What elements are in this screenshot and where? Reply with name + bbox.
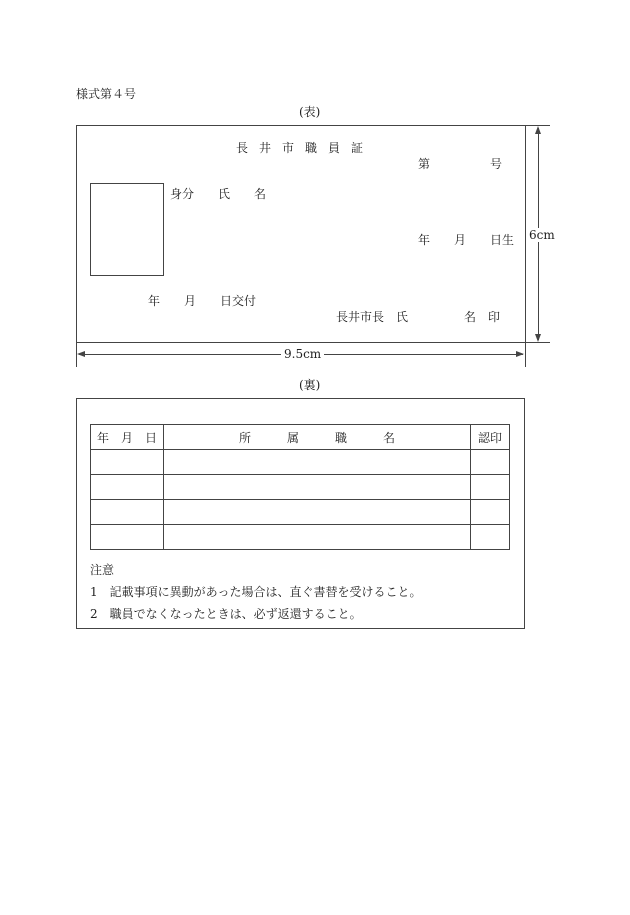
table-cell [164,500,471,525]
table-row [91,525,510,550]
table-row [91,450,510,475]
table-row [91,500,510,525]
header-affiliation: 所 属 職 名 [164,425,471,450]
issue-label: 年 月 日交付 [148,294,257,308]
dim-height-arrow-top [535,126,541,134]
front-caption: (表) [299,105,321,119]
notes-title: 注意 [90,563,115,577]
form-number: 様式第４号 [76,87,137,101]
header-seal: 認印 [471,425,510,450]
table-cell [471,525,510,550]
seal-label: 名 印 [464,310,501,324]
table-cell [471,450,510,475]
mayor-label: 長井市長 氏 [336,310,409,324]
dim-height-ext-bottom [526,342,550,343]
table-cell [471,500,510,525]
dim-width-arrow-right [516,351,524,357]
table-cell [164,450,471,475]
card-title: 長井市職員証 [236,141,375,155]
person-label: 身分 氏 名 [170,187,267,201]
table-cell [471,475,510,500]
dim-width-ext-right [525,343,526,367]
dim-height-arrow-bottom [535,334,541,342]
table-cell [91,450,164,475]
table-cell [91,475,164,500]
dim-width-arrow-left [77,351,85,357]
record-table [90,424,510,550]
dim-height-label: 6cm [526,228,558,242]
note-item: 1 記載事項に異動があった場合は、直ぐ書替を受けること。 [90,585,422,599]
note-item: 2 職員でなくなったときは、必ず返還すること。 [90,607,362,621]
table-row [91,475,510,500]
table-cell [164,475,471,500]
table-header-row [91,425,510,450]
table-cell [91,500,164,525]
birth-label: 年 月 日生 [418,233,515,247]
header-date: 年 月 日 [91,425,164,450]
photo-box [90,183,164,276]
dim-width-label: 9.5cm [281,347,324,361]
table-cell [164,525,471,550]
number-label: 第 号 [418,157,503,171]
back-caption: (裏) [299,378,321,392]
table-cell [91,525,164,550]
